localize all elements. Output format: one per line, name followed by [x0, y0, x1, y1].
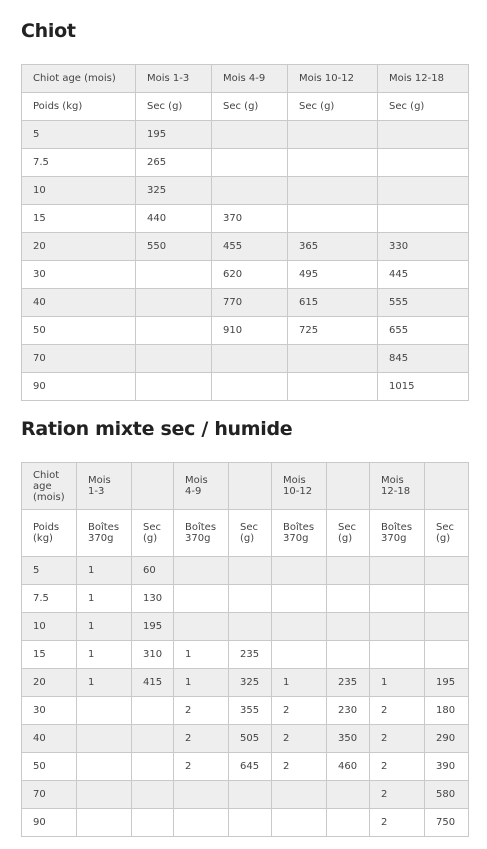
table-cell: Sec (g) [132, 510, 174, 557]
table-cell [272, 557, 327, 585]
table-cell: 495 [288, 261, 378, 289]
table-cell: Mois 12-18 [370, 463, 425, 510]
table-cell: Boîtes 370g [174, 510, 229, 557]
table-cell [425, 557, 469, 585]
table-cell: Mois 1-3 [77, 463, 132, 510]
table-cell: 615 [288, 289, 378, 317]
section-title-ration-mixte: Ration mixte sec / humide [21, 418, 293, 440]
table-row [22, 233, 469, 261]
table-cell [174, 613, 229, 641]
table-row [22, 585, 469, 613]
table-cell: 180 [425, 697, 469, 725]
table-cell: 355 [229, 697, 272, 725]
table-cell [327, 557, 370, 585]
table-cell: 235 [327, 669, 370, 697]
table-row [22, 205, 469, 233]
table-cell [77, 725, 132, 753]
table-cell: 2 [272, 753, 327, 781]
table-cell: 325 [229, 669, 272, 697]
table-cell: 415 [132, 669, 174, 697]
table-cell [288, 121, 378, 149]
table-cell [212, 177, 288, 205]
table-cell [327, 613, 370, 641]
table-cell: Mois 4-9 [212, 65, 288, 93]
table-cell [370, 613, 425, 641]
table-cell: 195 [425, 669, 469, 697]
table-cell [132, 781, 174, 809]
table-cell [272, 613, 327, 641]
table-cell: 7.5 [22, 585, 77, 613]
table-cell [229, 781, 272, 809]
table-cell: 60 [132, 557, 174, 585]
table-cell: 460 [327, 753, 370, 781]
table-cell: Boîtes 370g [370, 510, 425, 557]
table-cell: 265 [136, 149, 212, 177]
table-cell: 5 [22, 121, 136, 149]
table-cell [370, 557, 425, 585]
table-cell: 550 [136, 233, 212, 261]
table-cell: 15 [22, 205, 136, 233]
table-cell: 15 [22, 641, 77, 669]
table-cell: 580 [425, 781, 469, 809]
table-cell [212, 121, 288, 149]
table-cell: 655 [378, 317, 469, 345]
table-cell [288, 149, 378, 177]
table-cell [272, 809, 327, 837]
ration-mixte-table [21, 462, 469, 837]
table-cell: 845 [378, 345, 469, 373]
section-title-chiot: Chiot [21, 20, 76, 42]
table-cell [77, 697, 132, 725]
table-cell: 130 [132, 585, 174, 613]
table-cell: Mois 4-9 [174, 463, 229, 510]
table-row [22, 177, 469, 205]
table-subheader-row [22, 510, 469, 557]
table-row [22, 781, 469, 809]
table-cell: 10 [22, 177, 136, 205]
table-cell: 5 [22, 557, 77, 585]
table-cell [174, 781, 229, 809]
table-cell: 310 [132, 641, 174, 669]
table-cell [174, 809, 229, 837]
table-cell [136, 345, 212, 373]
table-cell: 350 [327, 725, 370, 753]
table-cell [425, 585, 469, 613]
table-row [22, 753, 469, 781]
table-cell [229, 809, 272, 837]
table-cell: Chiot age (mois) [22, 65, 136, 93]
table-row [22, 669, 469, 697]
table-cell [425, 613, 469, 641]
table-cell: 1 [370, 669, 425, 697]
table-cell: 390 [425, 753, 469, 781]
table-row [22, 317, 469, 345]
table-cell [288, 205, 378, 233]
table-cell: 2 [174, 697, 229, 725]
table-cell: 20 [22, 233, 136, 261]
table-cell: 50 [22, 317, 136, 345]
table-cell: 1 [272, 669, 327, 697]
table-cell: 505 [229, 725, 272, 753]
table-cell: 1 [77, 585, 132, 613]
table-cell: 2 [272, 725, 327, 753]
table-row [22, 725, 469, 753]
table-cell [136, 261, 212, 289]
table-cell: Boîtes 370g [77, 510, 132, 557]
table-row [22, 149, 469, 177]
table-cell: 290 [425, 725, 469, 753]
table-cell [77, 781, 132, 809]
table-row [22, 261, 469, 289]
table-cell [136, 373, 212, 401]
table-cell: Sec (g) [378, 93, 469, 121]
table-cell [77, 753, 132, 781]
table-cell: 1 [174, 669, 229, 697]
table-subheader-row [22, 93, 469, 121]
table-cell: 10 [22, 613, 77, 641]
table-cell: 555 [378, 289, 469, 317]
table-cell [229, 585, 272, 613]
table-cell [327, 781, 370, 809]
table-row [22, 373, 469, 401]
table-cell: Mois 12-18 [378, 65, 469, 93]
table-cell [212, 149, 288, 177]
table-cell: Sec (g) [212, 93, 288, 121]
table-cell [288, 345, 378, 373]
table-cell [288, 373, 378, 401]
table-cell: Mois 1-3 [136, 65, 212, 93]
table-cell: 195 [136, 121, 212, 149]
table-cell: Mois 10-12 [288, 65, 378, 93]
table-row [22, 697, 469, 725]
table-cell: 90 [22, 809, 77, 837]
table-cell: 1 [77, 641, 132, 669]
table-cell: 445 [378, 261, 469, 289]
table-cell: Poids (kg) [22, 93, 136, 121]
table-cell: 910 [212, 317, 288, 345]
table-cell [378, 177, 469, 205]
table-cell: Chiot age (mois) [22, 463, 77, 510]
table-cell: 370 [212, 205, 288, 233]
table-cell [132, 463, 174, 510]
chiot-table [21, 64, 469, 401]
table-cell [132, 725, 174, 753]
table-cell: 2 [370, 697, 425, 725]
table-cell: Sec (g) [288, 93, 378, 121]
table-cell: 455 [212, 233, 288, 261]
table-cell [174, 585, 229, 613]
table-cell: 235 [229, 641, 272, 669]
table-cell [136, 317, 212, 345]
table-cell: 365 [288, 233, 378, 261]
table-row [22, 289, 469, 317]
table-cell: 2 [370, 781, 425, 809]
table-cell: 20 [22, 669, 77, 697]
table-cell [229, 557, 272, 585]
table-cell: 70 [22, 345, 136, 373]
table-cell: 750 [425, 809, 469, 837]
table-cell: 70 [22, 781, 77, 809]
table-cell [378, 121, 469, 149]
table-row [22, 613, 469, 641]
table-cell [132, 809, 174, 837]
table-cell [229, 613, 272, 641]
table-row [22, 809, 469, 837]
table-row [22, 641, 469, 669]
table-cell [272, 641, 327, 669]
table-cell: 195 [132, 613, 174, 641]
table-cell [327, 463, 370, 510]
table-cell: 620 [212, 261, 288, 289]
table-cell [136, 289, 212, 317]
table-cell [288, 177, 378, 205]
table-cell [132, 753, 174, 781]
table-cell: Boîtes 370g [272, 510, 327, 557]
table-cell [378, 149, 469, 177]
table-cell: 2 [370, 753, 425, 781]
table-cell [327, 585, 370, 613]
table-cell [327, 641, 370, 669]
table-cell [174, 557, 229, 585]
table-row [22, 121, 469, 149]
table-cell: 2 [370, 725, 425, 753]
table-header-row [22, 463, 469, 510]
table-cell: 40 [22, 289, 136, 317]
table-row [22, 345, 469, 373]
table-cell [425, 463, 469, 510]
table-cell: 725 [288, 317, 378, 345]
table-cell [77, 809, 132, 837]
table-cell: 1 [174, 641, 229, 669]
table-cell [272, 781, 327, 809]
table-cell: Sec (g) [425, 510, 469, 557]
table-cell: 2 [174, 725, 229, 753]
table-cell: 230 [327, 697, 370, 725]
table-cell: 2 [272, 697, 327, 725]
table-cell: 30 [22, 261, 136, 289]
table-cell [370, 585, 425, 613]
table-header-row [22, 65, 469, 93]
table-cell: 40 [22, 725, 77, 753]
table-cell: 645 [229, 753, 272, 781]
table-cell: 440 [136, 205, 212, 233]
table-cell [272, 585, 327, 613]
table-cell: 90 [22, 373, 136, 401]
table-cell: 2 [174, 753, 229, 781]
table-cell: 7.5 [22, 149, 136, 177]
table-cell [378, 205, 469, 233]
table-cell: Sec (g) [229, 510, 272, 557]
table-cell [370, 641, 425, 669]
table-cell: 1 [77, 557, 132, 585]
table-cell: 325 [136, 177, 212, 205]
table-cell [425, 641, 469, 669]
table-cell: 50 [22, 753, 77, 781]
table-cell: Sec (g) [136, 93, 212, 121]
table-cell [132, 697, 174, 725]
table-cell [212, 373, 288, 401]
table-cell [212, 345, 288, 373]
table-cell: Sec (g) [327, 510, 370, 557]
table-cell: 330 [378, 233, 469, 261]
table-row [22, 557, 469, 585]
table-cell: Poids (kg) [22, 510, 77, 557]
table-cell [229, 463, 272, 510]
table-cell: 1015 [378, 373, 469, 401]
table-cell: 2 [370, 809, 425, 837]
table-cell: 1 [77, 613, 132, 641]
table-cell: Mois 10-12 [272, 463, 327, 510]
table-cell [327, 809, 370, 837]
table-cell: 30 [22, 697, 77, 725]
table-cell: 1 [77, 669, 132, 697]
table-cell: 770 [212, 289, 288, 317]
